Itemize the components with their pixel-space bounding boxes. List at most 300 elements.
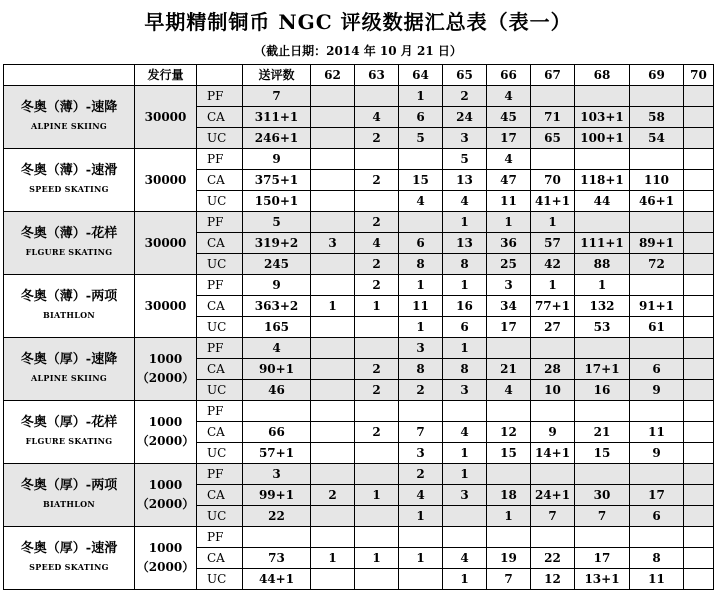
grade-count-cell <box>311 254 355 275</box>
submitted-cell: 7 <box>243 86 311 107</box>
grade-count-cell: 8 <box>630 548 684 569</box>
grade-count-cell: 22 <box>531 548 575 569</box>
submitted-cell: 9 <box>243 275 311 296</box>
coin-name-cell <box>4 338 135 401</box>
grade-count-cell: 30 <box>575 485 630 506</box>
grade-count-cell: 3 <box>399 338 443 359</box>
grade-type-cell: PF <box>197 275 243 296</box>
grade-count-cell: 2 <box>311 485 355 506</box>
grade-count-cell <box>311 338 355 359</box>
grade-count-cell: 4 <box>487 149 531 170</box>
grade-count-cell: 8 <box>443 254 487 275</box>
grade-count-cell: 13 <box>443 170 487 191</box>
mintage-value: 1000 <box>148 541 183 555</box>
grade-count-cell <box>630 149 684 170</box>
grade-count-cell <box>311 149 355 170</box>
grade-count-cell <box>311 128 355 149</box>
coin-name-cn: 冬奥（薄）-两项 <box>20 289 118 304</box>
submitted-cell: 90+1 <box>243 359 311 380</box>
grade-count-cell: 2 <box>355 170 399 191</box>
coin-name-en: BIATHLON <box>42 499 96 509</box>
grade-count-cell: 14+1 <box>531 443 575 464</box>
grade-count-cell: 11 <box>630 569 684 590</box>
grade-count-cell: 3 <box>443 380 487 401</box>
table-row <box>4 86 714 107</box>
grade-count-cell: 41+1 <box>531 191 575 212</box>
grade-count-cell <box>399 149 443 170</box>
grade-count-cell <box>684 422 714 443</box>
grade-type-cell: PF <box>197 527 243 548</box>
grade-count-cell: 16 <box>443 296 487 317</box>
grade-count-cell <box>311 170 355 191</box>
grade-count-cell <box>684 338 714 359</box>
grade-type-cell: CA <box>197 548 243 569</box>
grade-count-cell <box>355 506 399 527</box>
grade-count-cell <box>630 401 684 422</box>
grade-count-cell <box>630 275 684 296</box>
grade-count-cell <box>575 464 630 485</box>
grade-count-cell <box>684 527 714 548</box>
table-row <box>4 149 714 170</box>
grade-type-cell: UC <box>197 569 243 590</box>
grade-count-cell <box>684 317 714 338</box>
grade-type-cell: UC <box>197 506 243 527</box>
grade-count-cell <box>355 443 399 464</box>
coin-name-en: FLGURE SKATING <box>25 436 113 446</box>
header-grade: 68 <box>575 65 630 86</box>
grade-count-cell: 16 <box>575 380 630 401</box>
grade-count-cell <box>311 107 355 128</box>
grade-count-cell: 1 <box>311 548 355 569</box>
mintage-value: 30000 <box>144 109 187 124</box>
submitted-cell: 22 <box>243 506 311 527</box>
grade-count-cell: 25 <box>487 254 531 275</box>
submitted-cell: 150+1 <box>243 191 311 212</box>
grade-count-cell <box>311 359 355 380</box>
grade-count-cell <box>311 212 355 233</box>
mintage-value: 1000 <box>148 415 183 429</box>
mintage-cell <box>135 275 197 338</box>
grade-count-cell <box>531 401 575 422</box>
header-code <box>197 65 243 86</box>
grade-count-cell: 1 <box>443 212 487 233</box>
coin-name-cn: 冬奥（薄）-花样 <box>20 226 118 241</box>
grade-count-cell <box>684 275 714 296</box>
grade-count-cell: 4 <box>443 548 487 569</box>
grade-type-cell: PF <box>197 338 243 359</box>
grade-count-cell <box>443 401 487 422</box>
grade-count-cell: 18 <box>487 485 531 506</box>
grade-count-cell <box>399 212 443 233</box>
grade-count-cell: 54 <box>630 128 684 149</box>
grade-count-cell <box>487 464 531 485</box>
coin-name-cn: 冬奥（薄）-速滑 <box>20 163 118 178</box>
grade-count-cell: 44 <box>575 191 630 212</box>
grade-type-cell: UC <box>197 128 243 149</box>
coin-name-en: FLGURE SKATING <box>25 247 113 257</box>
header-grade: 66 <box>487 65 531 86</box>
grade-count-cell <box>311 569 355 590</box>
grade-count-cell: 11 <box>630 422 684 443</box>
mintage-cell <box>135 401 197 464</box>
grade-count-cell <box>630 86 684 107</box>
grade-count-cell <box>355 191 399 212</box>
grade-count-cell: 9 <box>531 422 575 443</box>
grade-count-cell <box>684 464 714 485</box>
submitted-cell: 99+1 <box>243 485 311 506</box>
submitted-cell: 57+1 <box>243 443 311 464</box>
grade-count-cell: 2 <box>355 380 399 401</box>
grade-count-cell: 17 <box>630 485 684 506</box>
coin-name-cell <box>4 149 135 212</box>
grade-count-cell: 2 <box>355 359 399 380</box>
grade-count-cell: 17 <box>575 548 630 569</box>
grade-count-cell: 88 <box>575 254 630 275</box>
grade-count-cell: 4 <box>443 422 487 443</box>
grade-count-cell: 9 <box>630 380 684 401</box>
grade-count-cell: 3 <box>399 443 443 464</box>
grade-count-cell: 1 <box>443 275 487 296</box>
grade-count-cell: 8 <box>399 254 443 275</box>
grade-count-cell: 12 <box>531 569 575 590</box>
grade-count-cell: 4 <box>487 380 531 401</box>
coin-name-en: SPEED SKATING <box>29 184 109 194</box>
grade-count-cell <box>355 149 399 170</box>
grade-count-cell <box>684 548 714 569</box>
grade-count-cell: 6 <box>399 107 443 128</box>
table-row <box>4 401 714 422</box>
grade-count-cell: 61 <box>630 317 684 338</box>
grade-count-cell <box>531 527 575 548</box>
grade-type-cell: UC <box>197 443 243 464</box>
grade-count-cell: 65 <box>531 128 575 149</box>
grade-count-cell <box>399 401 443 422</box>
grade-count-cell: 2 <box>443 86 487 107</box>
table-row <box>4 464 714 485</box>
grade-count-cell <box>684 233 714 254</box>
grade-count-cell: 10 <box>531 380 575 401</box>
grade-count-cell: 1 <box>575 275 630 296</box>
grade-count-cell: 1 <box>399 275 443 296</box>
grade-count-cell <box>355 401 399 422</box>
grade-type-cell: PF <box>197 401 243 422</box>
grade-count-cell: 72 <box>630 254 684 275</box>
coin-name-cn: 冬奥（厚）-花样 <box>20 415 118 430</box>
grade-count-cell <box>684 569 714 590</box>
grade-count-cell: 100+1 <box>575 128 630 149</box>
grade-type-cell: CA <box>197 107 243 128</box>
grade-count-cell <box>684 401 714 422</box>
grade-count-cell: 15 <box>399 170 443 191</box>
mintage-cell <box>135 527 197 590</box>
grade-count-cell: 34 <box>487 296 531 317</box>
grade-type-cell: PF <box>197 86 243 107</box>
coin-name-cell <box>4 86 135 149</box>
coin-name-en: SPEED SKATING <box>29 562 109 572</box>
grade-count-cell: 5 <box>443 149 487 170</box>
submitted-cell: 4 <box>243 338 311 359</box>
grade-count-cell: 111+1 <box>575 233 630 254</box>
header-grade: 64 <box>399 65 443 86</box>
coin-name-cell <box>4 401 135 464</box>
grade-count-cell <box>684 170 714 191</box>
grade-count-cell <box>684 254 714 275</box>
table-row <box>4 275 714 296</box>
grade-count-cell: 6 <box>630 506 684 527</box>
submitted-cell <box>243 401 311 422</box>
grade-count-cell: 2 <box>399 380 443 401</box>
grade-count-cell: 3 <box>311 233 355 254</box>
grade-type-cell: CA <box>197 170 243 191</box>
grade-count-cell: 27 <box>531 317 575 338</box>
grade-count-cell <box>575 212 630 233</box>
grade-count-cell <box>311 317 355 338</box>
grade-count-cell: 132 <box>575 296 630 317</box>
grade-count-cell <box>355 338 399 359</box>
submitted-cell <box>243 527 311 548</box>
grade-count-cell <box>575 401 630 422</box>
mintage-value: 1000 <box>148 478 183 492</box>
grade-count-cell: 21 <box>487 359 531 380</box>
grade-count-cell: 17+1 <box>575 359 630 380</box>
header-grade: 63 <box>355 65 399 86</box>
mintage-cell <box>135 149 197 212</box>
grade-count-cell <box>630 527 684 548</box>
grade-count-cell: 4 <box>443 191 487 212</box>
grade-count-cell: 19 <box>487 548 531 569</box>
grade-count-cell: 7 <box>531 506 575 527</box>
grade-count-cell: 1 <box>399 548 443 569</box>
table-row <box>4 527 714 548</box>
coin-name-en: ALPINE SKIING <box>30 373 108 383</box>
grade-count-cell: 1 <box>443 569 487 590</box>
grade-count-cell: 2 <box>399 464 443 485</box>
grade-count-cell <box>443 527 487 548</box>
mintage-value: 30000 <box>144 172 187 187</box>
grade-count-cell <box>531 149 575 170</box>
grade-count-cell: 1 <box>443 464 487 485</box>
grade-count-cell: 6 <box>443 317 487 338</box>
grade-count-cell: 8 <box>399 359 443 380</box>
grade-count-cell: 15 <box>575 443 630 464</box>
grade-count-cell: 1 <box>311 296 355 317</box>
table-row <box>4 212 714 233</box>
mintage-value: 30000 <box>144 298 187 313</box>
grade-count-cell: 77+1 <box>531 296 575 317</box>
grade-count-cell <box>684 86 714 107</box>
grade-count-cell: 24 <box>443 107 487 128</box>
header-issue: 发行量 <box>135 65 197 86</box>
header-grade: 65 <box>443 65 487 86</box>
coin-name-cell <box>4 464 135 527</box>
grade-count-cell <box>575 338 630 359</box>
submitted-cell: 165 <box>243 317 311 338</box>
submitted-cell: 311+1 <box>243 107 311 128</box>
grade-count-cell: 71 <box>531 107 575 128</box>
grade-count-cell <box>531 86 575 107</box>
grade-count-cell: 1 <box>355 296 399 317</box>
header-submitted: 送评数 <box>243 65 311 86</box>
grading-table <box>3 64 714 590</box>
grade-count-cell <box>684 191 714 212</box>
grade-count-cell: 1 <box>399 506 443 527</box>
grade-count-cell <box>355 464 399 485</box>
grade-count-cell: 4 <box>355 233 399 254</box>
grade-count-cell: 58 <box>630 107 684 128</box>
grade-count-cell: 7 <box>575 506 630 527</box>
grade-count-cell: 1 <box>487 212 531 233</box>
mintage-value: （2000） <box>136 497 195 511</box>
grade-count-cell: 21 <box>575 422 630 443</box>
grade-count-cell <box>630 338 684 359</box>
coin-name-cell <box>4 527 135 590</box>
header-grade: 69 <box>630 65 684 86</box>
grade-type-cell: UC <box>197 254 243 275</box>
page-title: 早期精制铜币 NGC 评级数据汇总表（表一） <box>144 10 572 34</box>
mintage-cell <box>135 464 197 527</box>
grade-count-cell <box>311 506 355 527</box>
grade-count-cell <box>684 107 714 128</box>
table-body <box>4 86 714 590</box>
grade-count-cell: 9 <box>630 443 684 464</box>
grade-count-cell: 6 <box>399 233 443 254</box>
grade-count-cell: 53 <box>575 317 630 338</box>
grade-count-cell <box>684 296 714 317</box>
grade-count-cell <box>575 149 630 170</box>
header-grade: 62 <box>311 65 355 86</box>
grade-count-cell <box>399 569 443 590</box>
grade-count-cell: 1 <box>531 275 575 296</box>
grade-count-cell <box>399 527 443 548</box>
grade-type-cell: CA <box>197 233 243 254</box>
grade-count-cell: 2 <box>355 254 399 275</box>
coin-name-cell <box>4 275 135 338</box>
grade-type-cell: CA <box>197 296 243 317</box>
grade-count-cell: 12 <box>487 422 531 443</box>
grade-count-cell <box>311 464 355 485</box>
submitted-cell: 66 <box>243 422 311 443</box>
grade-count-cell: 4 <box>487 86 531 107</box>
header-grade: 70 <box>684 65 714 86</box>
grade-count-cell <box>684 359 714 380</box>
grade-count-cell: 118+1 <box>575 170 630 191</box>
submitted-cell: 9 <box>243 149 311 170</box>
grade-count-cell: 6 <box>630 359 684 380</box>
grade-count-cell: 2 <box>355 422 399 443</box>
grade-count-cell <box>630 212 684 233</box>
grade-count-cell <box>684 128 714 149</box>
submitted-cell: 5 <box>243 212 311 233</box>
grade-count-cell <box>355 569 399 590</box>
grade-count-cell: 1 <box>487 506 531 527</box>
grade-count-cell <box>311 527 355 548</box>
grade-count-cell <box>311 275 355 296</box>
table-row <box>4 338 714 359</box>
grade-count-cell: 13 <box>443 233 487 254</box>
grade-count-cell: 42 <box>531 254 575 275</box>
grade-count-cell <box>311 443 355 464</box>
grade-count-cell <box>311 86 355 107</box>
grade-count-cell: 46+1 <box>630 191 684 212</box>
mintage-value: 1000 <box>148 352 183 366</box>
grade-type-cell: UC <box>197 380 243 401</box>
grade-count-cell: 1 <box>443 443 487 464</box>
grade-type-cell: PF <box>197 149 243 170</box>
grade-count-cell <box>311 191 355 212</box>
grade-count-cell: 57 <box>531 233 575 254</box>
grade-count-cell: 1 <box>399 317 443 338</box>
mintage-cell <box>135 338 197 401</box>
submitted-cell: 246+1 <box>243 128 311 149</box>
grade-count-cell <box>684 212 714 233</box>
coin-name-cell <box>4 212 135 275</box>
grade-count-cell <box>311 422 355 443</box>
grade-type-cell: CA <box>197 422 243 443</box>
grade-count-cell: 45 <box>487 107 531 128</box>
grade-count-cell: 4 <box>399 191 443 212</box>
mintage-value: （2000） <box>136 371 195 385</box>
grade-count-cell: 5 <box>399 128 443 149</box>
grade-count-cell <box>355 86 399 107</box>
header-grade: 67 <box>531 65 575 86</box>
grade-type-cell: CA <box>197 359 243 380</box>
grade-count-cell: 7 <box>487 569 531 590</box>
grade-count-cell <box>355 317 399 338</box>
grade-count-cell <box>684 380 714 401</box>
submitted-cell: 3 <box>243 464 311 485</box>
grade-type-cell: PF <box>197 464 243 485</box>
mintage-cell <box>135 212 197 275</box>
coin-name-cn: 冬奥（厚）-速降 <box>20 352 118 367</box>
submitted-cell: 73 <box>243 548 311 569</box>
grade-count-cell: 4 <box>399 485 443 506</box>
grade-count-cell: 1 <box>355 485 399 506</box>
grade-count-cell <box>684 506 714 527</box>
grade-count-cell <box>487 401 531 422</box>
grade-count-cell: 8 <box>443 359 487 380</box>
grade-count-cell: 91+1 <box>630 296 684 317</box>
mintage-value: （2000） <box>136 560 195 574</box>
grade-type-cell: UC <box>197 317 243 338</box>
submitted-cell: 46 <box>243 380 311 401</box>
header-row <box>4 65 714 86</box>
submitted-cell: 245 <box>243 254 311 275</box>
submitted-cell: 363+2 <box>243 296 311 317</box>
grade-count-cell: 7 <box>399 422 443 443</box>
coin-name-cn: 冬奥（厚）-两项 <box>20 478 118 493</box>
coin-name-en: BIATHLON <box>42 310 96 320</box>
coin-name-cn: 冬奥（厚）-速滑 <box>20 541 118 556</box>
grade-count-cell <box>575 86 630 107</box>
grade-count-cell: 24+1 <box>531 485 575 506</box>
grade-count-cell <box>684 149 714 170</box>
mintage-cell <box>135 86 197 149</box>
grade-count-cell: 1 <box>531 212 575 233</box>
grade-count-cell: 70 <box>531 170 575 191</box>
grade-type-cell: PF <box>197 212 243 233</box>
grade-count-cell <box>531 464 575 485</box>
grade-count-cell: 110 <box>630 170 684 191</box>
grade-count-cell <box>443 506 487 527</box>
grade-type-cell: UC <box>197 191 243 212</box>
submitted-cell: 44+1 <box>243 569 311 590</box>
grade-count-cell: 11 <box>487 191 531 212</box>
grade-count-cell: 36 <box>487 233 531 254</box>
grade-count-cell <box>575 527 630 548</box>
grade-count-cell <box>355 527 399 548</box>
grade-count-cell <box>684 443 714 464</box>
grade-count-cell: 3 <box>487 275 531 296</box>
